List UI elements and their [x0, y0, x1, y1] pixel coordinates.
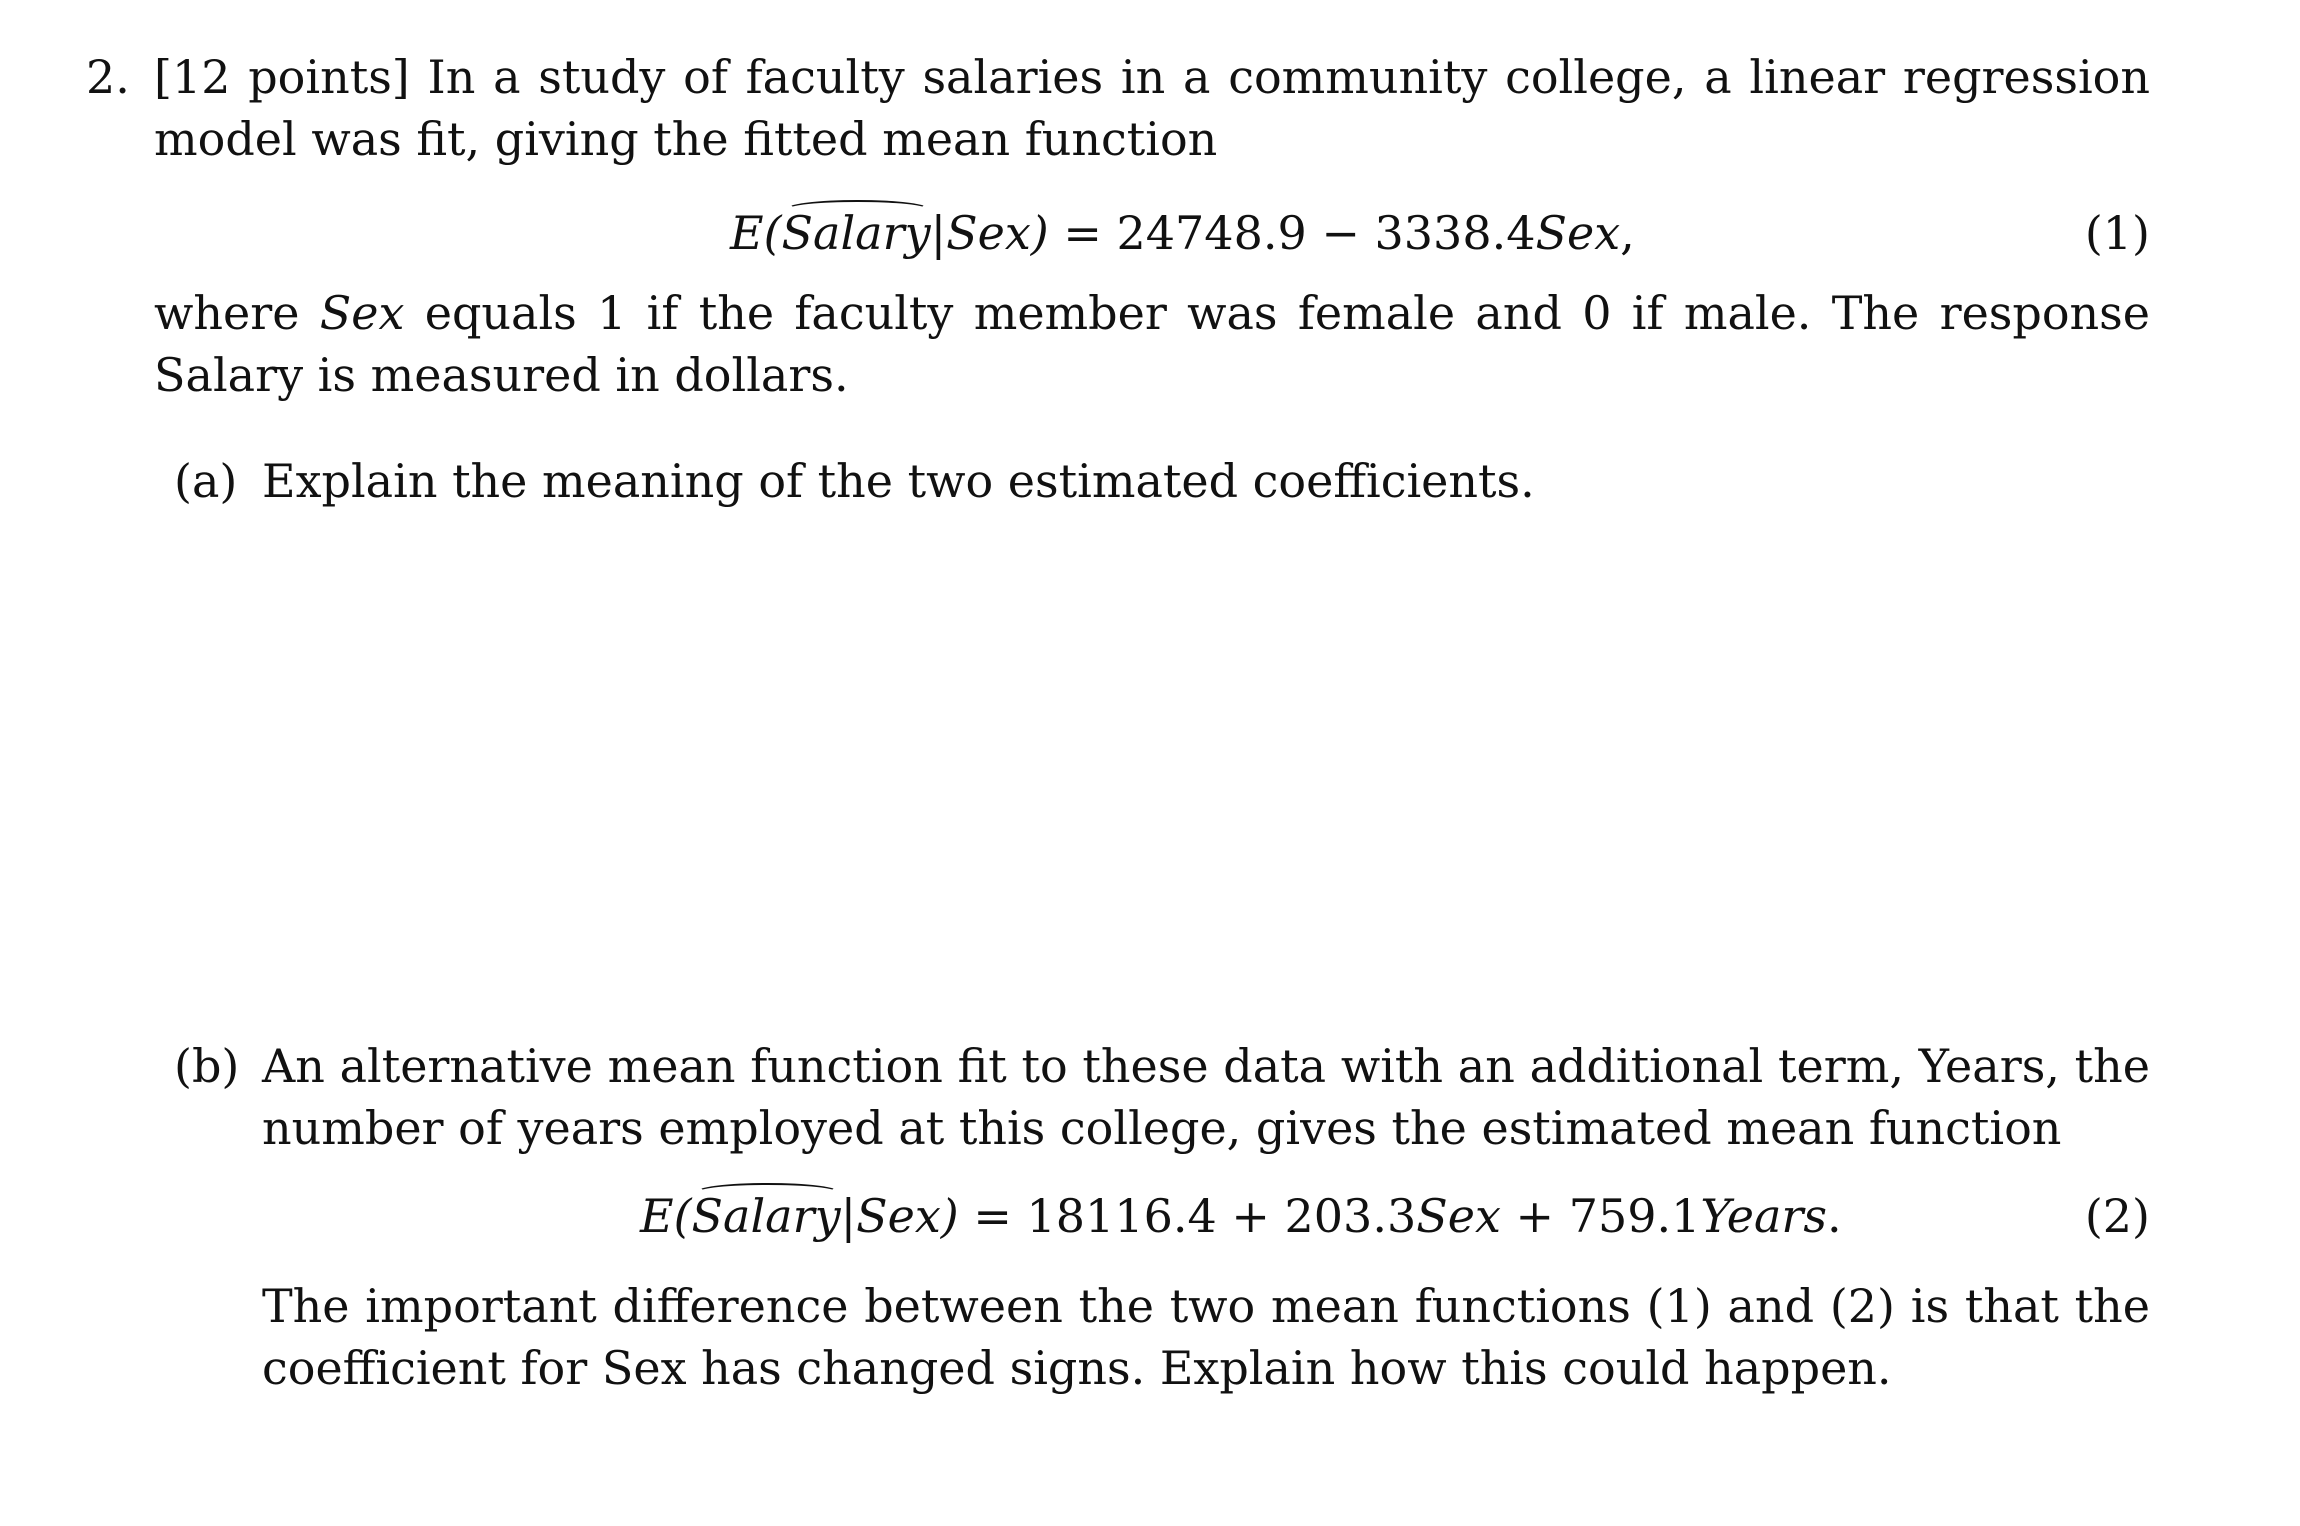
part-b-text: An alternative mean function fit to these data with an additional term, Years, the number of years employed at this college, gives the estimated mean function [262, 1039, 2150, 1155]
eq2-sex-var: Sex [1416, 1189, 1501, 1243]
part-a-text: Explain the meaning of the two estimated coefficients. [262, 454, 1535, 508]
eq1-sex-var: Sex [1535, 206, 1621, 260]
eq2-years-var: Years [1700, 1189, 1828, 1243]
definition-rest: equals 1 if the faculty member was female and 0 if male. The response Salary is measured in dollars. [154, 286, 2150, 402]
sex-definition [154, 282, 2150, 406]
equation-number-1: (1) [2084, 206, 2150, 260]
eq2-rhs2: + 759.1 [1500, 1189, 1701, 1243]
eq2-rhs1: = 18116.4 + 203.3 [973, 1189, 1417, 1243]
equation-1 [730, 202, 1635, 264]
eq1-E: E( [730, 206, 782, 260]
eq1-condition: |Sex) [930, 206, 1049, 260]
eq1-salary-hat: Salary [782, 202, 931, 264]
equation-2 [640, 1185, 1842, 1247]
eq1-rhs: = 24748.9 − 3338.4 [1063, 206, 1536, 260]
eq1-end: , [1620, 206, 1635, 260]
part-a-label: (a) [174, 454, 238, 508]
problem-number: 2. [86, 50, 130, 104]
eq2-end: . [1827, 1189, 1842, 1243]
eq2-E: E( [640, 1189, 692, 1243]
part-b-label: (b) [174, 1039, 240, 1093]
problem-intro: [12 points] In a study of faculty salaries in a community college, a linear regression model was fit, giving the fitted mean function [154, 50, 2150, 166]
definition-var: Sex [319, 286, 405, 340]
eq2-salary-hat: Salary [692, 1185, 841, 1247]
equation-number-2: (2) [2084, 1189, 2150, 1243]
definition-prefix: where [154, 286, 320, 340]
eq2-condition: |Sex) [840, 1189, 959, 1243]
part-b-question: The important difference between the two mean functions (1) and (2) is that the coefficient for Sex has changed signs. Explain how this could happen. [262, 1279, 2150, 1395]
